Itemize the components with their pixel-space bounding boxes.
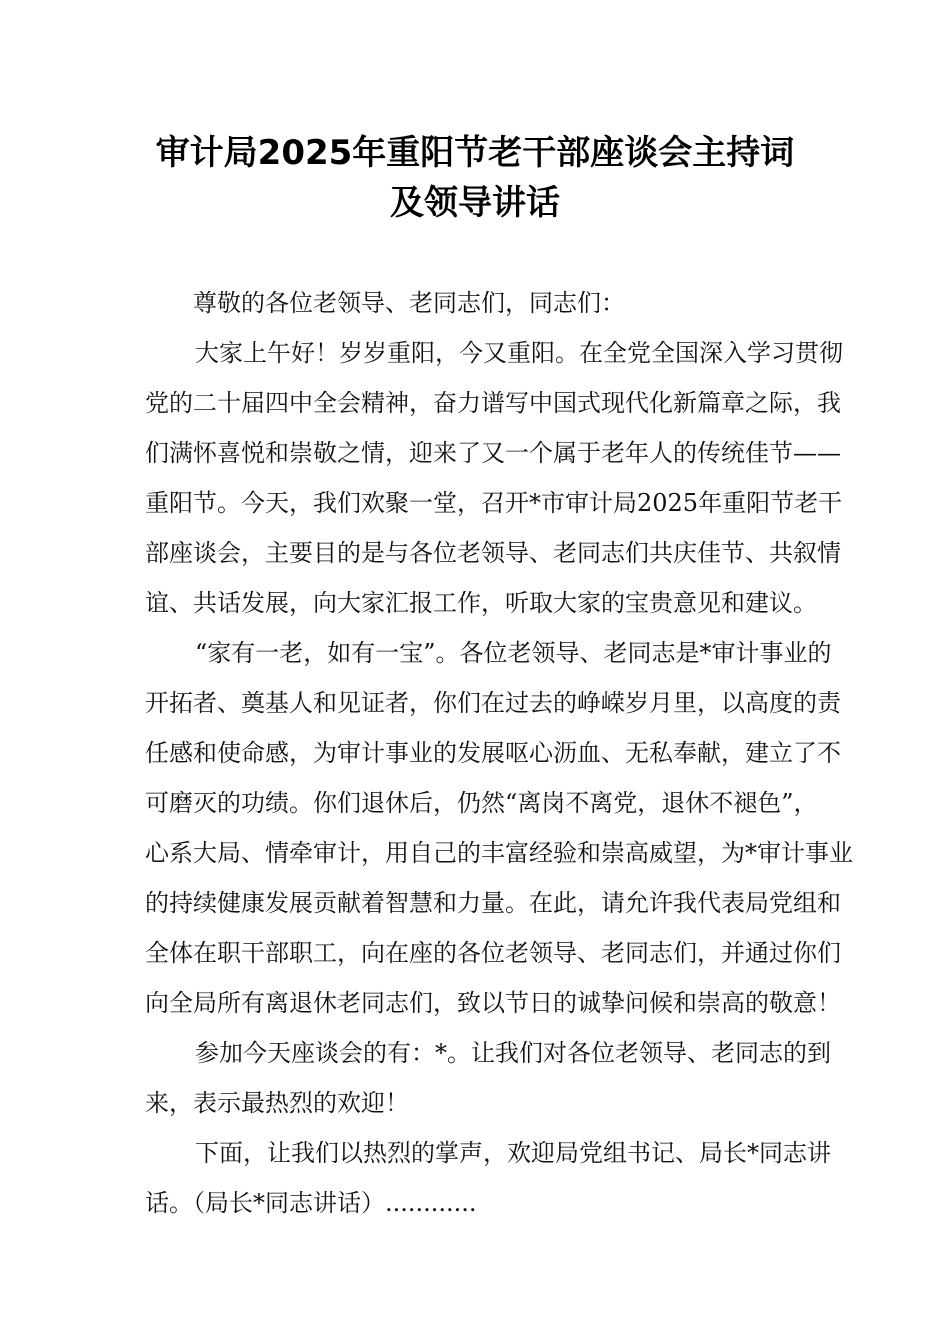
paragraph-line: 话。（局长*同志讲话）............ <box>145 1189 477 1217</box>
paragraph-line: 心系大局、情牵审计，用自己的丰富经验和崇高威望，为*审计事业 <box>145 839 853 867</box>
paragraph <box>145 328 843 628</box>
paragraph-line: 来，表示最热烈的欢迎！ <box>145 1089 409 1117</box>
paragraph <box>145 628 853 1028</box>
paragraph-line: 任感和使命感，为审计事业的发展呕心沥血、无私奉献，建立了不 <box>145 739 841 767</box>
paragraph-line: 们满怀喜悦和崇敬之情，迎来了又一个属于老年人的传统佳节—— <box>145 439 841 467</box>
paragraph-line: 可磨灭的功绩。你们退休后，仍然“离岗不离党，退休不褪色”， <box>145 789 818 817</box>
paragraph-line: 下面，让我们以热烈的掌声，欢迎局党组书记、局长*同志讲 <box>195 1139 831 1167</box>
paragraph-line: “家有一老，如有一宝”。各位老领导、老同志是*审计事业的 <box>195 639 832 667</box>
paragraph-line: 全体在职干部职工，向在座的各位老领导、老同志们，并通过你们 <box>145 939 841 967</box>
document-title <box>100 128 850 228</box>
paragraphs <box>145 328 853 1228</box>
document-body <box>145 278 853 1228</box>
paragraph-line: 大家上午好！岁岁重阳，今又重阳。在全党全国深入学习贯彻 <box>195 339 843 367</box>
paragraph-line: 向全局所有离退休老同志们，致以节日的诚挚问候和崇高的敬意！ <box>145 989 841 1017</box>
paragraph-line: 开拓者、奠基人和见证者，你们在过去的峥嵘岁月里，以高度的责 <box>145 689 841 717</box>
title-line: 审计局2025年重阳节老干部座谈会主持词 <box>155 133 795 173</box>
paragraph <box>145 1028 831 1128</box>
paragraph-line: 部座谈会，主要目的是与各位老领导、老同志们共庆佳节、共叙情 <box>145 539 841 567</box>
paragraph-line: 谊、共话发展，向大家汇报工作，听取大家的宝贵意见和建议。 <box>145 589 817 617</box>
paragraph <box>145 1128 831 1228</box>
paragraph-line: 的持续健康发展贡献着智慧和力量。在此，请允许我代表局党组和 <box>145 889 841 917</box>
paragraph-line: 重阳节。今天，我们欢聚一堂，召开*市审计局2025年重阳节老干 <box>145 489 843 517</box>
title-line: 及领导讲话 <box>390 183 560 223</box>
paragraph-line: 党的二十届四中全会精神，奋力谱写中国式现代化新篇章之际，我 <box>145 389 841 417</box>
paragraph-line: 参加今天座谈会的有：*。让我们对各位老领导、老同志的到 <box>195 1039 831 1067</box>
greeting: 尊敬的各位老领导、老同志们，同志们： <box>193 289 625 317</box>
